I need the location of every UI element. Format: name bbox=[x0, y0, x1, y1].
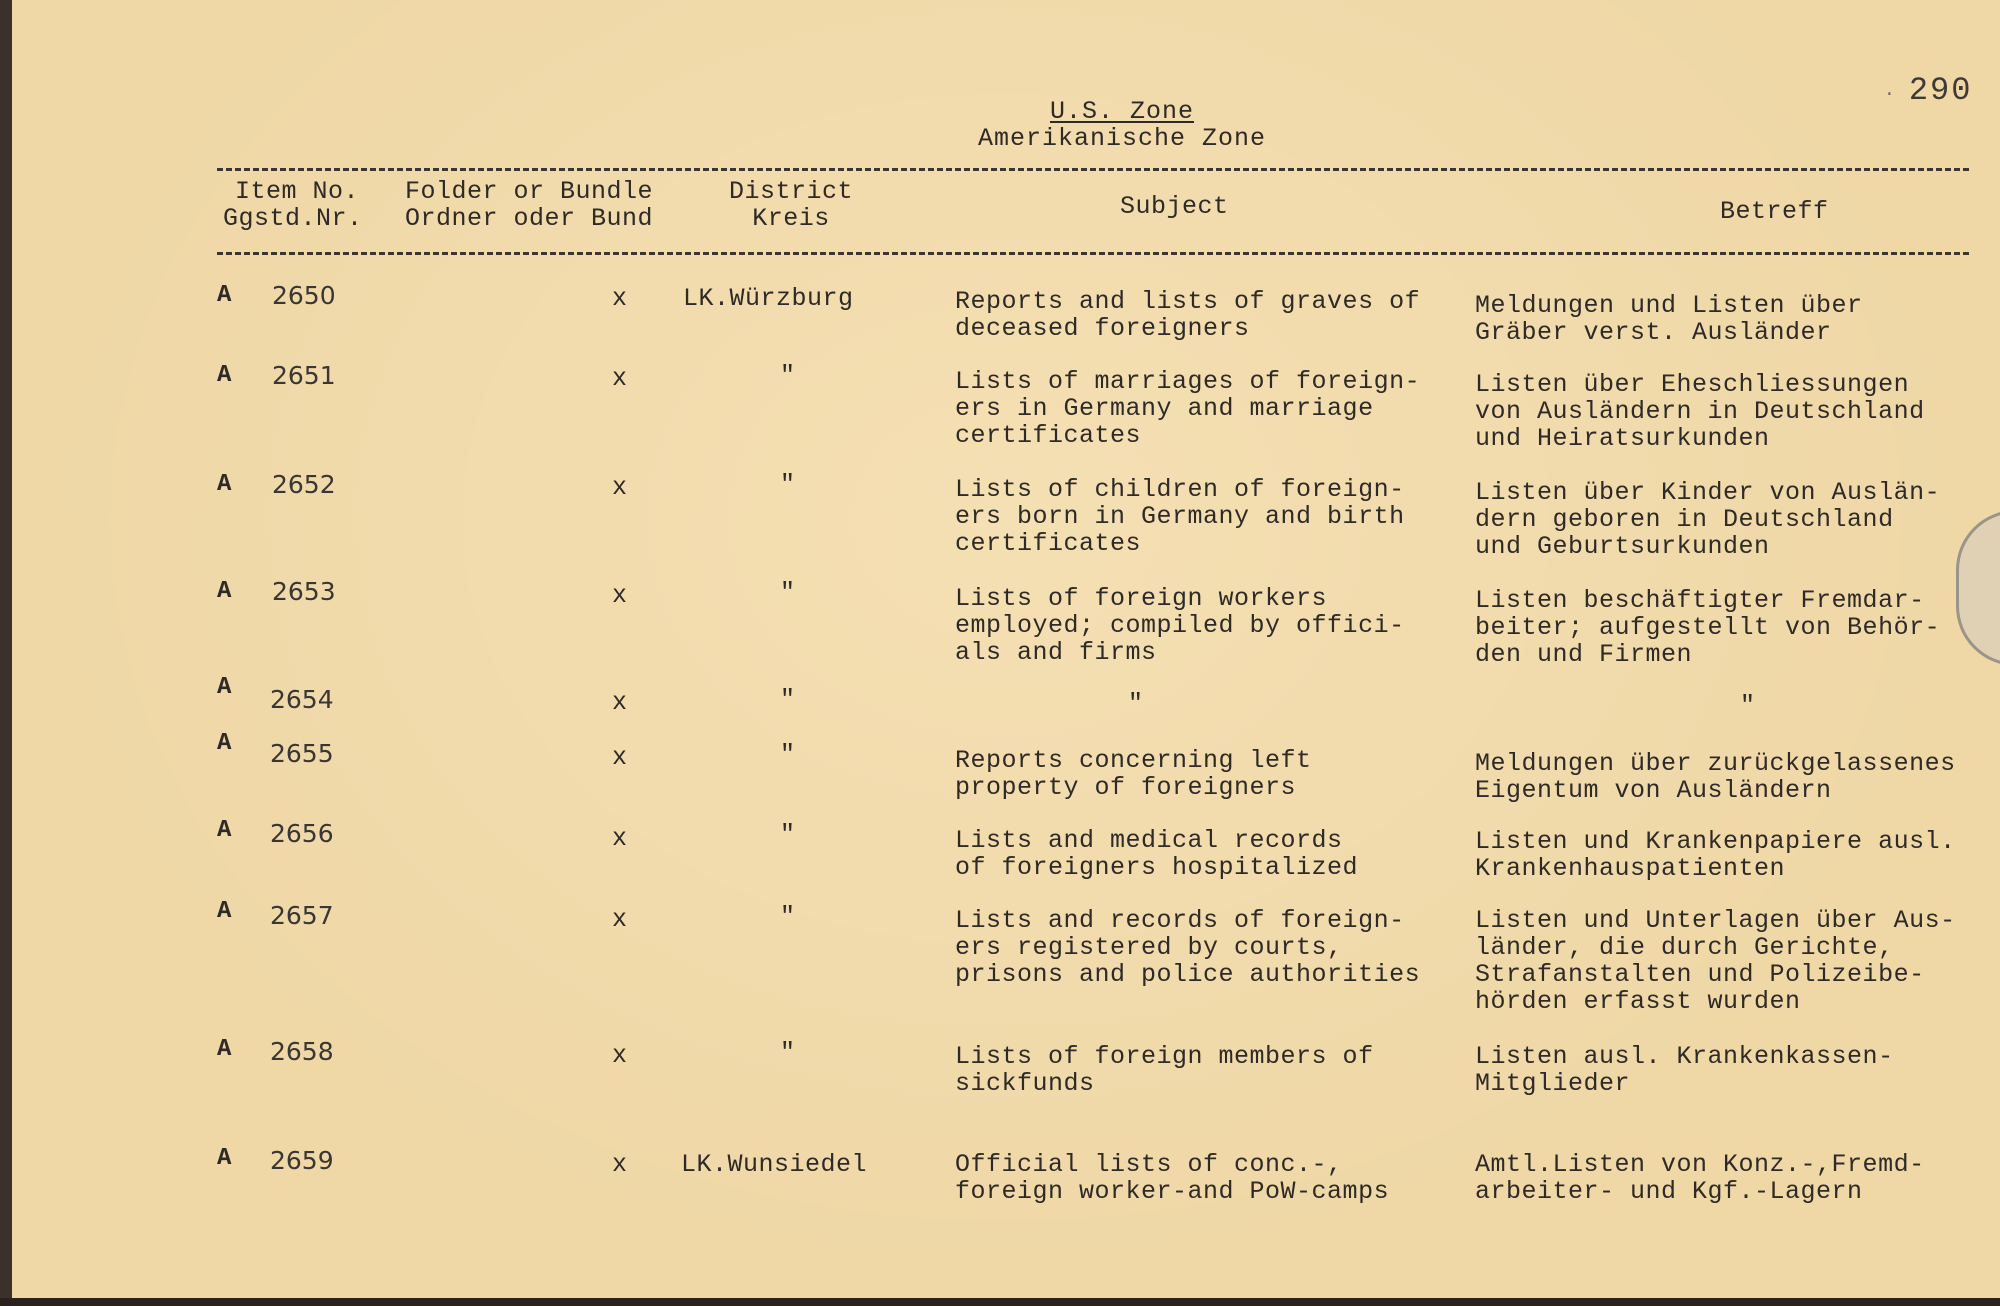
row-series-letter: A bbox=[217, 1036, 232, 1063]
row-betreff-line: Amtl.Listen von Konz.-,Fremd- bbox=[1475, 1150, 1925, 1179]
row-district: " bbox=[780, 820, 796, 849]
row-item-number: 2653 bbox=[272, 577, 336, 606]
row-subject bbox=[955, 827, 1358, 881]
row-district: " bbox=[780, 740, 796, 769]
row-betreff-line: Mitglieder bbox=[1475, 1069, 1631, 1098]
header-district bbox=[716, 178, 866, 232]
row-subject-line: sickfunds bbox=[955, 1069, 1095, 1098]
row-item-number: 2656 bbox=[270, 819, 334, 848]
header-item-en: Item No. bbox=[235, 177, 360, 206]
page-number-value: 290 bbox=[1908, 72, 1973, 109]
row-subject-line: Lists of foreign members of bbox=[955, 1042, 1374, 1071]
page-bottom-edge bbox=[0, 1298, 2000, 1306]
row-folder-mark: x bbox=[612, 905, 628, 934]
row-series-letter: A bbox=[217, 674, 232, 701]
row-subject-line: prisons and police authorities bbox=[955, 960, 1421, 989]
row-subject-line: als and firms bbox=[955, 638, 1157, 667]
row-folder-mark: x bbox=[612, 1041, 628, 1070]
row-betreff bbox=[1475, 371, 1925, 452]
row-subject bbox=[955, 1043, 1374, 1097]
row-folder-mark: x bbox=[612, 473, 628, 502]
row-item-number: 2652 bbox=[272, 470, 336, 499]
row-betreff-line: Listen über Kinder von Auslän- bbox=[1475, 478, 1941, 507]
row-subject-line: property of foreigners bbox=[955, 773, 1297, 802]
row-subject-line: Reports concerning left bbox=[955, 746, 1312, 775]
row-folder-mark: x bbox=[612, 581, 628, 610]
row-district: " bbox=[780, 361, 796, 390]
row-subject bbox=[955, 585, 1405, 666]
header-district-de: Kreis bbox=[752, 204, 830, 233]
row-betreff bbox=[1475, 479, 1940, 560]
row-district: " bbox=[780, 578, 796, 607]
row-betreff bbox=[1475, 1151, 1925, 1205]
row-district: " bbox=[780, 685, 796, 714]
row-betreff bbox=[1475, 828, 1956, 882]
row-subject-line: Lists and medical records bbox=[955, 826, 1343, 855]
row-subject-line: ers registered by courts, bbox=[955, 933, 1343, 962]
row-betreff-line: Eigentum von Ausländern bbox=[1475, 776, 1832, 805]
row-betreff bbox=[1475, 292, 1863, 346]
row-subject-line: deceased foreigners bbox=[955, 314, 1250, 343]
row-betreff-line: den und Firmen bbox=[1475, 640, 1693, 669]
row-betreff-line: Listen und Unterlagen über Aus- bbox=[1475, 906, 1956, 935]
page-number bbox=[1884, 74, 1972, 112]
row-subject bbox=[955, 747, 1312, 801]
row-subject bbox=[955, 288, 1420, 342]
row-district: " bbox=[780, 470, 796, 499]
row-subject bbox=[955, 1151, 1389, 1205]
row-betreff-line: und Geburtsurkunden bbox=[1475, 532, 1770, 561]
row-subject-line: employed; compiled by offici- bbox=[955, 611, 1405, 640]
row-subject-line: Lists of children of foreign- bbox=[955, 475, 1405, 504]
row-item-number: 2655 bbox=[270, 739, 334, 768]
row-folder-mark: x bbox=[612, 284, 628, 313]
row-subject-line: Lists of marriages of foreign- bbox=[955, 367, 1421, 396]
header-item-no bbox=[223, 178, 363, 232]
row-subject-line: certificates bbox=[955, 529, 1142, 558]
row-series-letter: A bbox=[217, 282, 232, 309]
ledger-page bbox=[12, 0, 2000, 1298]
row-folder-mark: x bbox=[612, 688, 628, 717]
row-district: LK.Würzburg bbox=[683, 284, 854, 313]
header-folder-de: Ordner oder Bund bbox=[405, 204, 654, 233]
row-subject-line: foreign worker-and PoW-camps bbox=[955, 1177, 1390, 1206]
row-subject bbox=[955, 368, 1420, 449]
binding-spine bbox=[0, 0, 12, 1306]
row-betreff-line: dern geboren in Deutschland bbox=[1475, 505, 1894, 534]
row-subject bbox=[955, 907, 1420, 988]
paper-clip bbox=[1956, 510, 2000, 666]
row-betreff-line: Listen beschäftigter Fremdar- bbox=[1475, 586, 1925, 615]
row-betreff-line: arbeiter- und Kgf.-Lagern bbox=[1475, 1177, 1863, 1206]
row-series-letter: A bbox=[217, 817, 232, 844]
row-subject-line: Lists and records of foreign- bbox=[955, 906, 1405, 935]
row-series-letter: A bbox=[217, 578, 232, 605]
row-betreff-line: Meldungen und Listen über bbox=[1475, 291, 1863, 320]
row-folder-mark: x bbox=[612, 824, 628, 853]
row-subject-line: certificates bbox=[955, 421, 1142, 450]
title-english: U.S. Zone bbox=[1049, 97, 1195, 126]
row-item-number: 2654 bbox=[270, 685, 334, 714]
row-subject-line: ers born in Germany and birth bbox=[955, 502, 1405, 531]
page-number-dot: · bbox=[1884, 85, 1897, 105]
row-folder-mark: x bbox=[612, 364, 628, 393]
row-series-letter: A bbox=[217, 898, 232, 925]
row-subject-line: Reports and lists of graves of bbox=[955, 287, 1421, 316]
row-item-number: 2659 bbox=[270, 1146, 334, 1175]
row-betreff bbox=[1475, 907, 1956, 1015]
row-subject-line: Lists of foreign workers bbox=[955, 584, 1328, 613]
row-item-number: 2650 bbox=[272, 281, 336, 310]
row-betreff bbox=[1475, 1043, 1894, 1097]
header-betreff: Betreff bbox=[1720, 197, 1829, 226]
row-betreff-line: beiter; aufgestellt von Behör- bbox=[1475, 613, 1941, 642]
row-series-letter: A bbox=[217, 362, 232, 389]
row-district: " bbox=[780, 902, 796, 931]
row-series-letter: A bbox=[217, 471, 232, 498]
row-betreff-line: und Heiratsurkunden bbox=[1475, 424, 1770, 453]
row-subject: " bbox=[1128, 689, 1144, 718]
row-betreff-line: Meldungen über zurückgelassenes bbox=[1475, 749, 1956, 778]
row-betreff-line: Listen über Eheschliessungen bbox=[1475, 370, 1910, 399]
header-rule-bottom bbox=[217, 252, 1969, 255]
row-betreff-line: Listen ausl. Krankenkassen- bbox=[1475, 1042, 1894, 1071]
header-folder-en: Folder or Bundle bbox=[405, 177, 654, 206]
header-folder bbox=[405, 178, 653, 232]
title-german: Amerikanische Zone bbox=[977, 124, 1267, 153]
row-betreff-line: Krankenhauspatienten bbox=[1475, 854, 1786, 883]
row-subject-line: Official lists of conc.-, bbox=[955, 1150, 1343, 1179]
row-series-letter: A bbox=[217, 730, 232, 757]
row-betreff-line: Listen und Krankenpapiere ausl. bbox=[1475, 827, 1956, 856]
page-title bbox=[892, 98, 1352, 152]
header-district-en: District bbox=[728, 177, 854, 206]
header-subject: Subject bbox=[1120, 192, 1229, 221]
row-betreff-line: Strafanstalten und Polizeibe- bbox=[1475, 960, 1925, 989]
row-betreff-line: Gräber verst. Ausländer bbox=[1475, 318, 1832, 347]
header-item-de: Ggstd.Nr. bbox=[223, 204, 363, 233]
row-betreff-line: länder, die durch Gerichte, bbox=[1475, 933, 1894, 962]
row-item-number: 2651 bbox=[272, 361, 336, 390]
header-rule-top bbox=[217, 168, 1969, 171]
row-folder-mark: x bbox=[612, 743, 628, 772]
row-betreff bbox=[1475, 587, 1940, 668]
row-series-letter: A bbox=[217, 1145, 232, 1172]
row-subject-line: of foreigners hospitalized bbox=[955, 853, 1359, 882]
row-subject bbox=[955, 476, 1405, 557]
row-folder-mark: x bbox=[612, 1150, 628, 1179]
row-betreff bbox=[1475, 750, 1956, 804]
row-subject-line: ers in Germany and marriage bbox=[955, 394, 1374, 423]
row-betreff: " bbox=[1740, 691, 1756, 720]
row-district: " bbox=[780, 1038, 796, 1067]
row-district: LK.Wunsiedel bbox=[681, 1150, 868, 1179]
row-item-number: 2658 bbox=[270, 1037, 334, 1066]
row-betreff-line: von Ausländern in Deutschland bbox=[1475, 397, 1925, 426]
row-item-number: 2657 bbox=[270, 901, 334, 930]
row-betreff-line: hörden erfasst wurden bbox=[1475, 987, 1801, 1016]
